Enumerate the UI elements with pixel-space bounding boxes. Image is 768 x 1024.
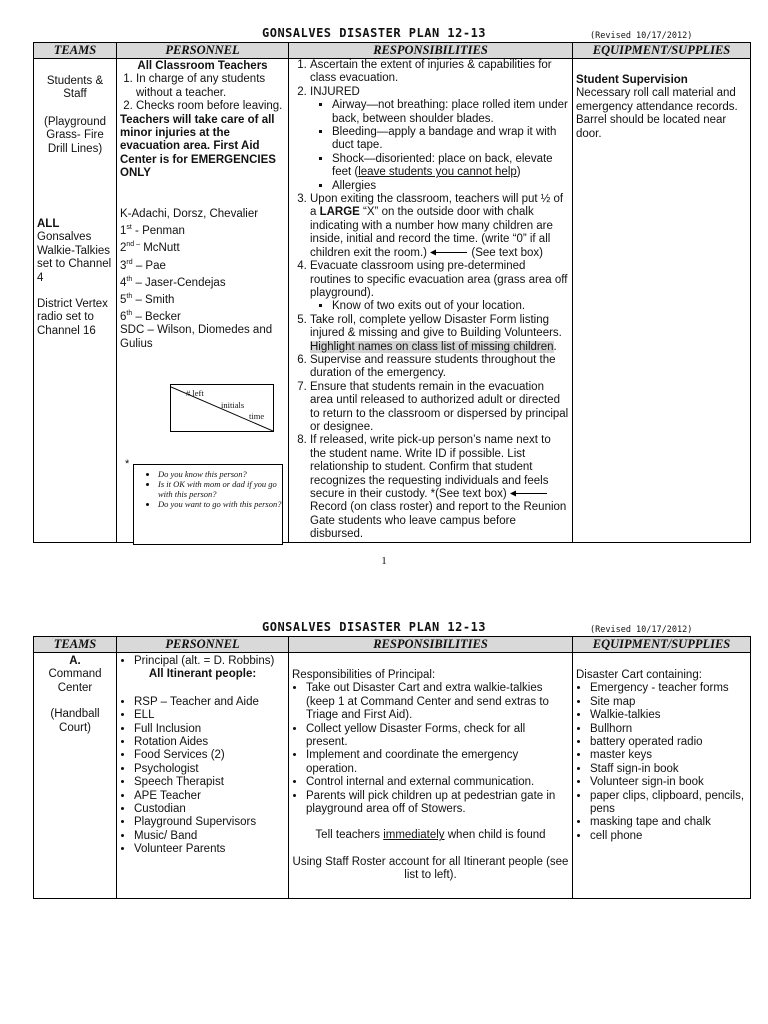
page2-header-row: [34, 637, 751, 653]
header-equipment: EQUIPMENT/SUPPLIES: [573, 637, 751, 653]
injury-item: ▪ Bleeding—apply a bandage and wrap it with duct tape.: [332, 126, 569, 153]
principal-resp-heading: Responsibilities of Principal:: [292, 669, 436, 681]
resp-item: 7. Ensure that students remain in the evacuation area until released to authorized adult or directed to return to the classroom or dispersed by principal or designee.: [310, 381, 569, 435]
grade-line: 6th – Becker: [120, 310, 181, 324]
grade-list: [120, 208, 285, 352]
pickup-question: • Is it OK with mom or dad if you go with this person?: [158, 479, 282, 499]
resp-item: 2. INJURED ▪ Airway—not breathing: place rolled item under back, between shoulder blades. ▪ Bleeding—apply a bandage and wrap it with duct tape. ▪ Shock—disoriented: place on back, elevate feet (leave students you cannot help) ▪ Allergies: [310, 86, 569, 193]
cart-item: • Volunteer sign-in book: [590, 776, 747, 789]
itinerant-item: • Music/ Band: [134, 830, 285, 843]
grade-line: 3rd – Pae: [120, 258, 166, 272]
page2-revised-date: (Revised 10/17/2012): [590, 625, 693, 635]
personnel-duty: 2. Checks room before leaving.: [136, 100, 285, 113]
team-location: (Handball Court): [50, 708, 100, 734]
injury-item: ▪ Airway—not breathing: place rolled item under back, between shoulder blades.: [332, 99, 569, 126]
header-personnel: PERSONNEL: [117, 637, 289, 653]
cart-item: • Walkie-talkies: [590, 709, 747, 722]
header-personnel: PERSONNEL: [117, 43, 289, 59]
itinerant-item: • RSP – Teacher and Aide: [134, 696, 285, 709]
injury-item: ▪ Allergies: [332, 180, 569, 193]
personnel-duties-list: [120, 73, 285, 113]
itinerant-item: • Playground Supervisors: [134, 816, 285, 829]
personnel-bold-note: Teachers will take care of all minor injuries at the evacuation area. First Aid Center is for EMERGENCIES ONLY: [120, 113, 276, 180]
page1-header-row: [34, 43, 751, 59]
team-letter: A.: [69, 655, 81, 667]
resp-item: 1. Ascertain the extent of injuries & capabilities for class evacuation.: [310, 59, 569, 86]
grade-line: 1st - Penman: [120, 224, 185, 237]
page1-title: GONSALVES DISASTER PLAN 12-13: [262, 26, 487, 40]
itinerant-item: • Full Inclusion: [134, 723, 285, 736]
box-time-label: time: [249, 411, 265, 421]
personnel-duty: 1. In charge of any students without a teacher.: [136, 73, 285, 100]
responsibilities-list: [292, 59, 569, 542]
page2-plan-table: [33, 636, 751, 899]
itinerant-item: • Rotation Aides: [134, 736, 285, 749]
header-teams: TEAMS: [34, 637, 117, 653]
page1-responsibilities-cell: [289, 59, 573, 543]
box-left-label: # left: [186, 388, 204, 398]
resp-item: 3. Upon exiting the classroom, teachers will put ½ of a LARGE “X” on the outside door with chalk indicating with a number how many children are inside, initial and record the time. (write “0” if all children exit the room.) (See text box): [310, 193, 569, 260]
team-command-center: Command Center: [48, 668, 102, 694]
principal-resp-list: [292, 682, 569, 816]
cart-item: • cell phone: [590, 830, 747, 843]
cart-item: • Site map: [590, 696, 747, 709]
itinerant-item: • Custodian: [134, 803, 285, 816]
team-location: (Playground Grass- Fire Drill Lines): [43, 115, 106, 155]
left-arrow-icon: [430, 248, 468, 257]
disaster-cart-heading: Disaster Cart containing:: [576, 669, 702, 681]
left-arrow-icon: [510, 489, 548, 498]
header-responsibilities: RESPONSIBILITIES: [289, 637, 573, 653]
itinerant-item: • Psychologist: [134, 763, 285, 776]
itinerant-heading: All Itinerant people:: [148, 668, 257, 681]
resp-item: 4. Evacuate classroom using pre-determined routines to specific evacuation area (grass area off playground). ▪ Know of two exits out of your location.: [310, 260, 569, 314]
cart-item: • masking tape and chalk: [590, 816, 747, 829]
exits-item: ▪ Know of two exits out of your location.: [332, 300, 569, 313]
principal-resp-item: • Take out Disaster Cart and extra walkie-talkies (keep 1 at Command Center and send extras to Triage and First Aid).: [306, 682, 569, 722]
page1-revised-date: (Revised 10/17/2012): [590, 31, 693, 41]
grade-line: SDC – Wilson, Diomedes and Gulius: [120, 324, 273, 350]
grade-line: 5th – Smith: [120, 293, 175, 306]
principal-resp-item: • Collect yellow Disaster Forms, check for all present.: [306, 723, 569, 750]
team-walkie-note: Gonsalves Walkie-Talkies set to Channel 4: [37, 231, 112, 284]
principal-resp-item: • Parents will pick children up at pedestrian gate in playground area off of Stowers.: [306, 790, 569, 817]
page2-responsibilities-cell: [289, 653, 573, 899]
equipment-text: Necessary roll call material and emergency attendance records. Barrel should be located near door.: [576, 87, 738, 140]
resp-item: 5. Take roll, complete yellow Disaster Form listing injured & missing and give to Building Volunteers. Highlight names on class list of missing children.: [310, 314, 569, 354]
staff-roster-note: Using Staff Roster account for all Itinerant people (see list to left).: [292, 855, 569, 882]
itinerant-item: • Food Services (2): [134, 749, 285, 762]
cart-item: • battery operated radio: [590, 736, 747, 749]
exits-sublist: [310, 300, 569, 313]
equipment-heading: Student Supervision: [576, 74, 688, 86]
page2-personnel-cell: [117, 653, 289, 899]
personnel-heading: All Classroom Teachers: [137, 60, 268, 72]
page2-body-row: [34, 653, 751, 899]
itinerant-item: • APE Teacher: [134, 790, 285, 803]
principal-list: [120, 655, 285, 668]
principal-resp-item: • Control internal and external communication.: [306, 776, 569, 789]
page2-teams-cell: [34, 653, 117, 899]
page2-equipment-cell: [573, 653, 751, 899]
header-teams: TEAMS: [34, 43, 117, 59]
pickup-questions-textbox: [133, 464, 283, 545]
page2-title: GONSALVES DISASTER PLAN 12-13: [262, 620, 487, 634]
asterisk-marker: *: [125, 458, 130, 470]
pickup-question: • Do you want to go with this person?: [158, 499, 282, 509]
pickup-questions-list: [134, 469, 282, 509]
page1-equipment-cell: [573, 59, 751, 543]
itinerant-list: [120, 696, 285, 857]
cart-item: • paper clips, clipboard, pencils, pens: [590, 790, 747, 817]
team-district-note: District Vertex radio set to Channel 16: [37, 298, 108, 337]
page1-teams-cell: [34, 59, 117, 543]
grade-line: $2^{nd -}$ McNutt: [120, 241, 180, 255]
injured-sublist: [310, 99, 569, 193]
itinerant-item: • Speech Therapist: [134, 776, 285, 789]
header-equipment: EQUIPMENT/SUPPLIES: [573, 43, 751, 59]
itinerant-item: • Volunteer Parents: [134, 843, 285, 856]
resp-item: 8. If released, write pick-up person’s name next to the student name. Write ID if possible. List relationship to student. Confirm that student recognizes the requesting individuals and feels secure in their custody. *(See text box) Record (on class roster) and report to the Reunion Gate students who leave campus before disbursed.: [310, 434, 569, 541]
grade-line: 4th – Jaser-Cendejas: [120, 275, 226, 289]
header-responsibilities: RESPONSIBILITIES: [289, 43, 573, 59]
chalk-x-textbox: [170, 384, 274, 432]
tell-teachers-note: Tell teachers immediately when child is found: [315, 829, 546, 842]
highlighted-text: Highlight names on class list of missing children: [310, 340, 554, 353]
cart-item: • Bullhorn: [590, 723, 747, 736]
team-all-label: ALL: [37, 218, 60, 231]
cart-item: • master keys: [590, 749, 747, 762]
personnel-item: • Principal (alt. = D. Robbins): [134, 655, 285, 668]
disaster-cart-list: [576, 682, 747, 843]
box-initials-label: initials: [221, 400, 245, 410]
injury-item: ▪ Shock—disoriented: place on back, elevate feet (leave students you cannot help): [332, 153, 569, 180]
cart-item: • Emergency - teacher forms: [590, 682, 747, 695]
grade-line: K-Adachi, Dorsz, Chevalier: [120, 207, 259, 220]
resp-item: 6. Supervise and reassure students throughout the duration of the emergency.: [310, 354, 569, 381]
itinerant-item: • ELL: [134, 709, 285, 722]
cart-item: • Staff sign-in book: [590, 763, 747, 776]
page-number: 1: [381, 555, 387, 567]
principal-resp-item: • Implement and coordinate the emergency operation.: [306, 749, 569, 776]
pickup-question: • Do you know this person?: [158, 469, 282, 479]
team-students-staff: Students & Staff: [46, 75, 104, 101]
